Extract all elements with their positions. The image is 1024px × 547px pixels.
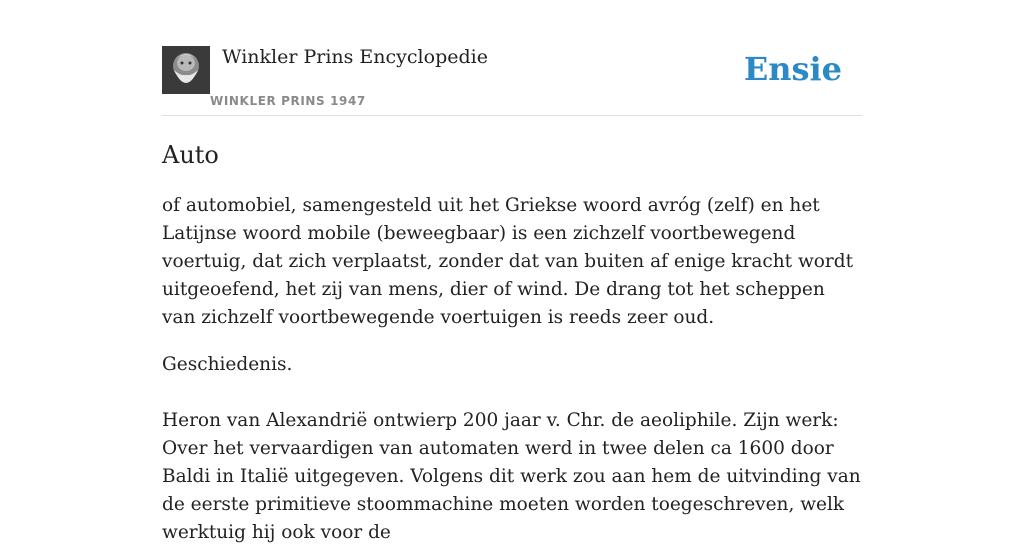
article-title: Auto xyxy=(162,141,219,169)
source-subtitle[interactable]: WINKLER PRINS 1947 xyxy=(210,94,366,108)
source-avatar-icon[interactable] xyxy=(162,46,210,94)
source-header xyxy=(162,46,862,116)
article-paragraph: Heron van Alexandrië ontwierp 200 jaar v. Chr. de aeoliphile. Zijn werk: Over het vervaardigen van automaten werd in twee delen ca 1600 door Baldi in Italië uitgegeven. Volgens dit werk zou aan hem de uitvinding van de eerste primitieve stoommachine moeten worden toegeschreven, welk werktuig hij ook voor de xyxy=(162,410,861,543)
section-heading: Geschiedenis. xyxy=(162,354,293,375)
article-paragraph: of automobiel, samengesteld uit het Griekse woord avróg (zelf) en het Latijnse woord mobile (beweegbaar) is een zichzelf voortbewegend voertuig, dat zich verplaatst, zonder dat van buiten af enige kracht wordt uitgeoefend, het zij van mens, dier of wind. De drang tot het scheppen van zichzelf voortbewegende voertuigen is reeds zeer oud. xyxy=(162,195,854,328)
source-title[interactable]: Winkler Prins Encyclopedie xyxy=(222,46,488,68)
brand-logo[interactable]: Ensie xyxy=(743,50,842,88)
page xyxy=(162,0,862,547)
